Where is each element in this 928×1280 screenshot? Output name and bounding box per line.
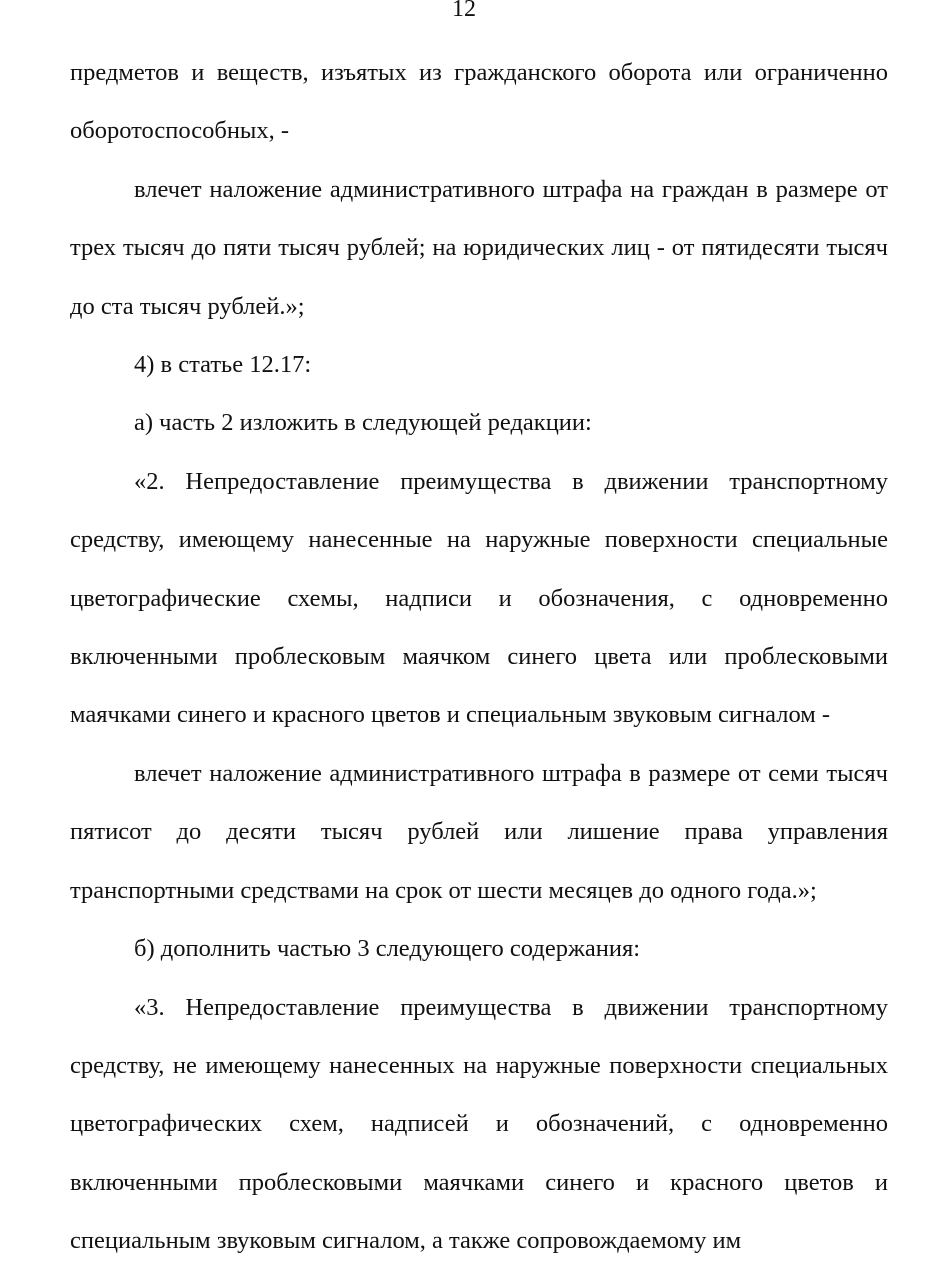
document-body <box>70 44 888 1271</box>
paragraph-continuation: предметов и веществ, изъятых из гражданского оборота или ограниченно оборотоспособных, - <box>70 59 888 145</box>
paragraph-article-12-17: 4) в статье 12.17: <box>134 351 312 379</box>
paragraph-part-3: «3. Непредоставление преимущества в движении транспортному средству, не имеющему нанесенных на наружные поверхности специальных цветографических схем, надписей и обозначений, с одновременно включенными проблесковыми маячками синего и красного цветов и специальным звуковым сигналом, а также сопровождаемому им <box>70 993 888 1255</box>
paragraph-penalty-1: влечет наложение административного штрафа на граждан в размере от трех тысяч до пяти тысяч рублей; на юридических лиц - от пятидесяти тысяч до ста тысяч рублей.»; <box>70 175 888 320</box>
paragraph-penalty-2: влечет наложение административного штрафа в размере от семи тысяч пятисот до десяти тысяч рублей или лишение права управления транспортными средствами на срок от шести месяцев до одного года.»; <box>70 759 888 904</box>
page-number: 12 <box>452 0 476 22</box>
paragraph-part-2: «2. Непредоставление преимущества в движении транспортному средству, имеющему нанесенные на наружные поверхности специальные цветографические схемы, надписи и обозначения, с одновременно включенными проблесковым маячком синего цвета или проблесковыми маячками синего и красного цветов и специальным звуковым сигналом - <box>70 467 888 729</box>
paragraph-item-b: б) дополнить частью 3 следующего содержания: <box>134 935 641 963</box>
paragraph-item-a: а) часть 2 изложить в следующей редакции: <box>134 409 592 437</box>
